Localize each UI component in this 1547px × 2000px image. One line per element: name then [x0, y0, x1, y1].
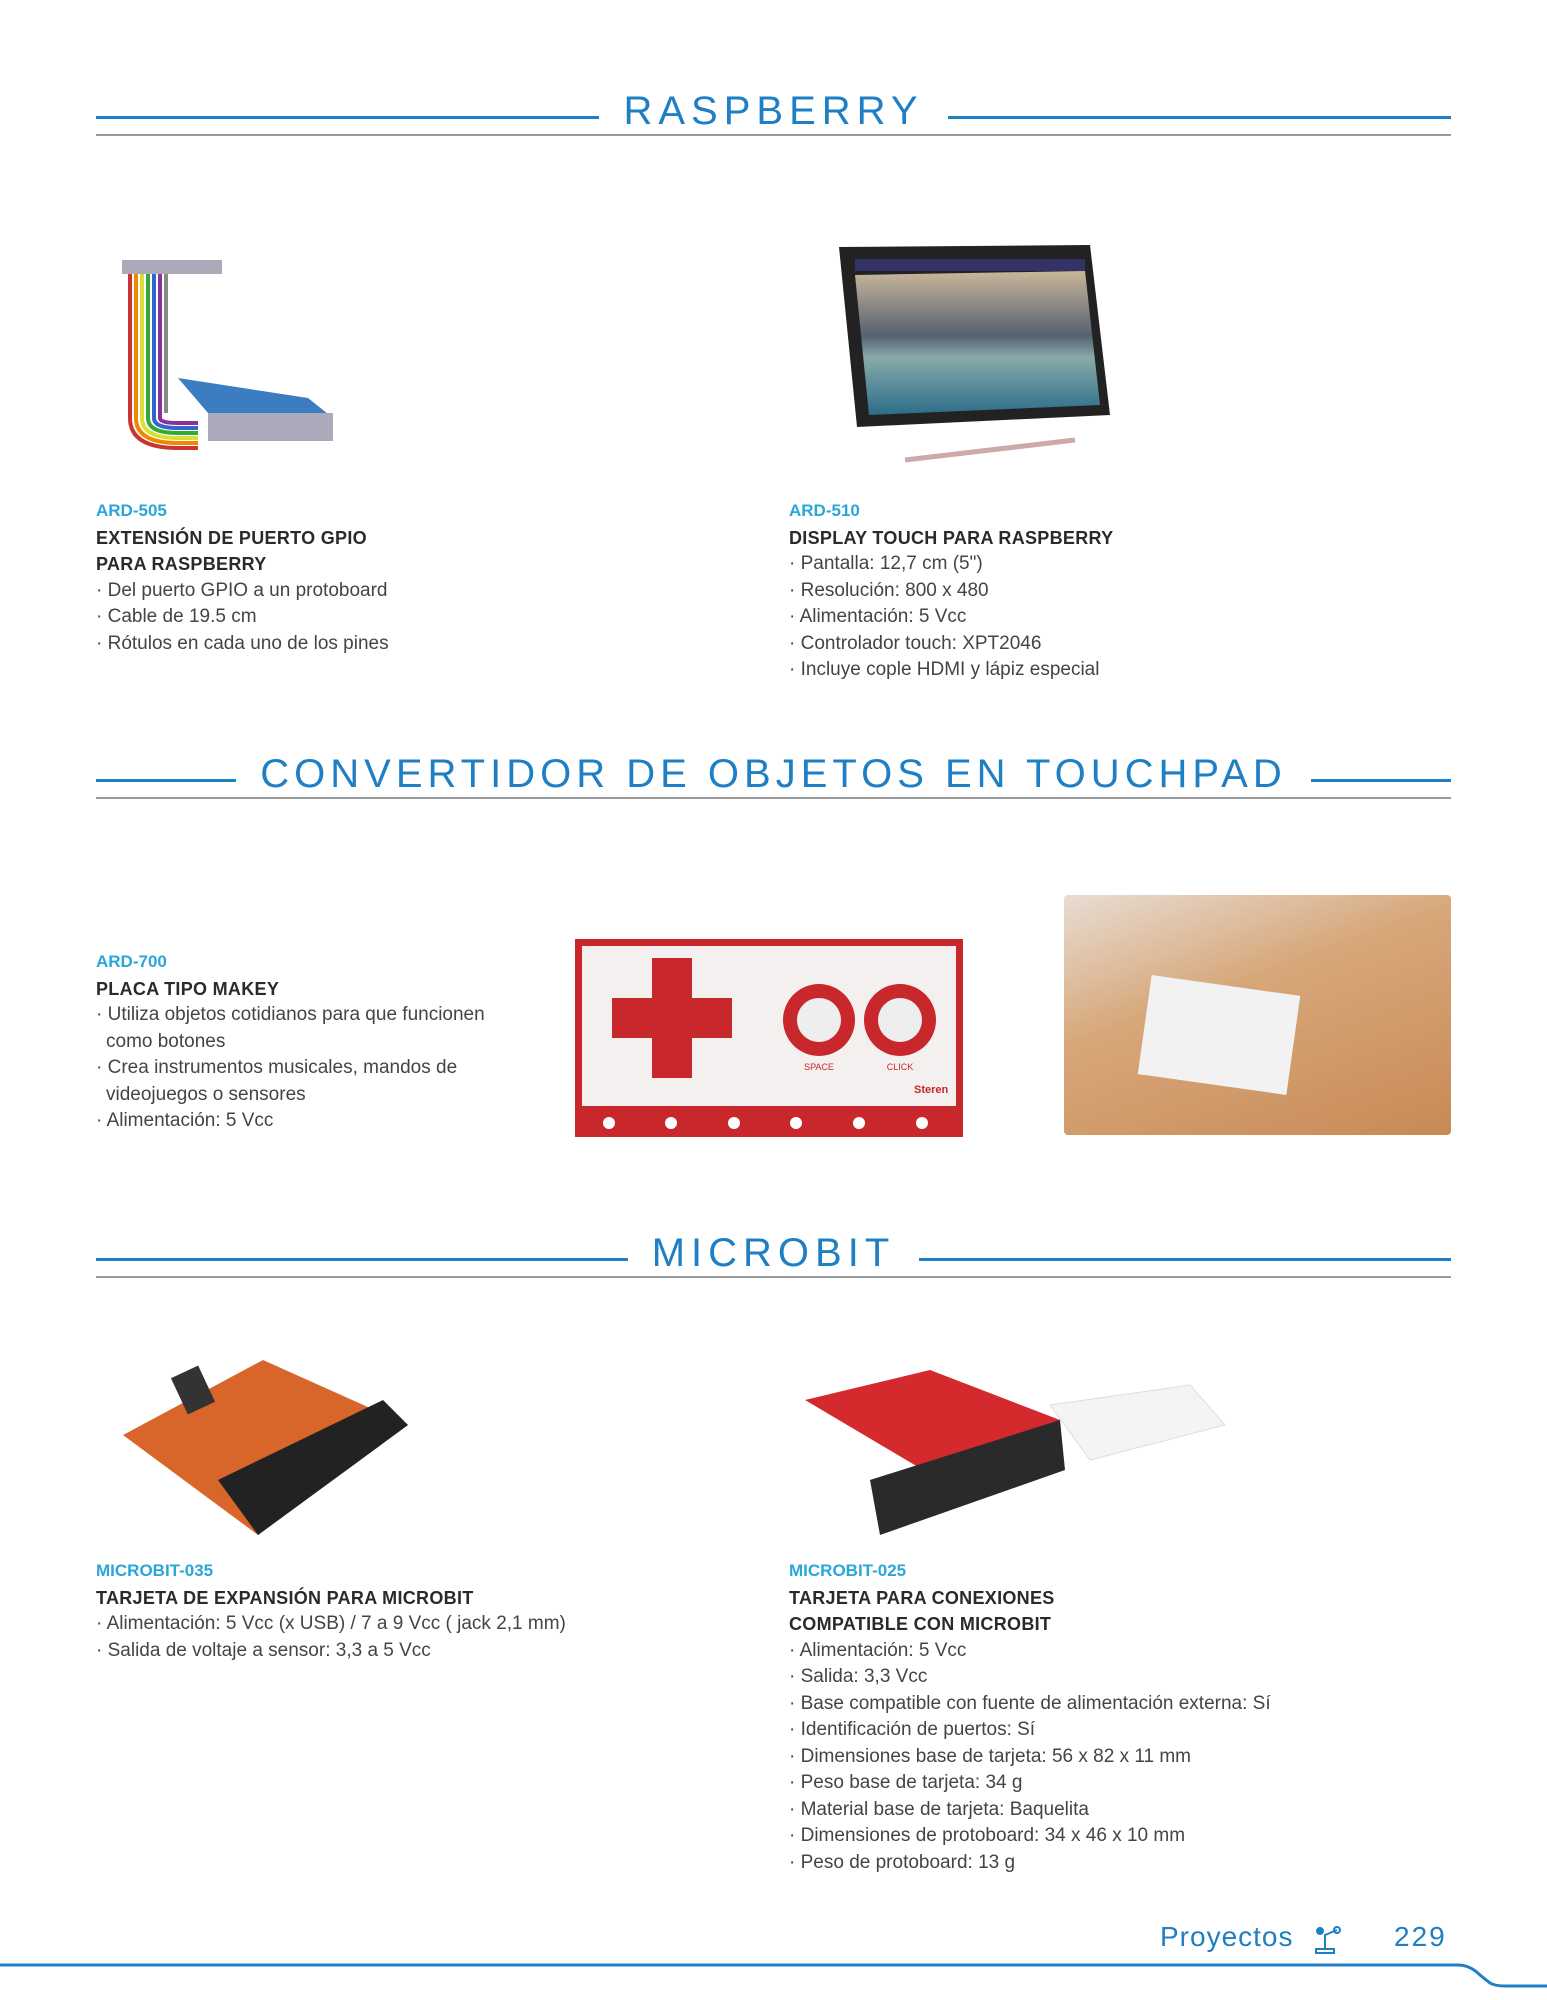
- footer-line: [0, 1955, 1547, 2000]
- product-ard-700: ARD-700 PLACA TIPO MAKEY · Utiliza objetos cotidianos para que funcionen como botones · Crea instrumentos musicales, mandos de videojuegos o sensores · Alimentación: 5 Vcc: [96, 949, 516, 1135]
- product-ard-505: ARD-505 EXTENSIÓN DE PUERTO GPIO PARA RASPBERRY · Del puerto GPIO a un protoboard · Cable de 19.5 cm · Rótulos en cada uno de los pines: [96, 498, 389, 657]
- section-heading-microbit: MICROBIT: [96, 1228, 1451, 1288]
- robot-arm-icon: [1312, 1925, 1342, 1955]
- click-label: CLICK: [886, 1062, 914, 1072]
- space-label: SPACE: [804, 1062, 834, 1072]
- gpio-extension-image: [118, 248, 338, 478]
- touchpad-usage-photo: [1064, 895, 1451, 1135]
- microbit-expansion-image: [118, 1340, 413, 1540]
- brand-logo: Steren: [914, 1084, 949, 1096]
- section-heading-touchpad: CONVERTIDOR DE OBJETOS EN TOUCHPAD: [96, 749, 1451, 809]
- section-heading-raspberry: RASPBERRY: [96, 86, 1451, 146]
- product-ard-510: ARD-510 DISPLAY TOUCH PARA RASPBERRY · Pantalla: 12,7 cm (5") · Resolución: 800 x 480 · Alimentación: 5 Vcc · Controlador touch: XPT2046 · Incluye cople HDMI y lápiz especial: [789, 498, 1113, 684]
- page-number: 229: [1394, 1921, 1447, 1952]
- product-microbit-035: MICROBIT-035 TARJETA DE EXPANSIÓN PARA MICROBIT · Alimentación: 5 Vcc (x USB) / 7 a 9 Vcc ( jack 2,1 mm) · Salida de voltaje a sensor: 3,3 a 5 Vcc: [96, 1558, 566, 1664]
- makey-board-image: [574, 938, 964, 1138]
- footer-section-label: Proyectos: [1160, 1921, 1294, 1952]
- display-touch-image: [835, 245, 1115, 477]
- microbit-connections-image: [800, 1360, 1230, 1540]
- product-microbit-025: MICROBIT-025 TARJETA PARA CONEXIONES COMPATIBLE CON MICROBIT · Alimentación: 5 Vcc · Salida: 3,3 Vcc · Base compatible con fuente de alimentación externa: Sí · Identificación de puertos: Sí · Dimensiones base de tarjeta: 56 x 82 x 11 mm · Peso base de tarjeta: 34 g · Material base de tarjeta: Baquelita · Dimensiones de protoboard: 34 x 46 x 10 mm · Peso de protoboard: 13 g: [789, 1558, 1271, 1876]
